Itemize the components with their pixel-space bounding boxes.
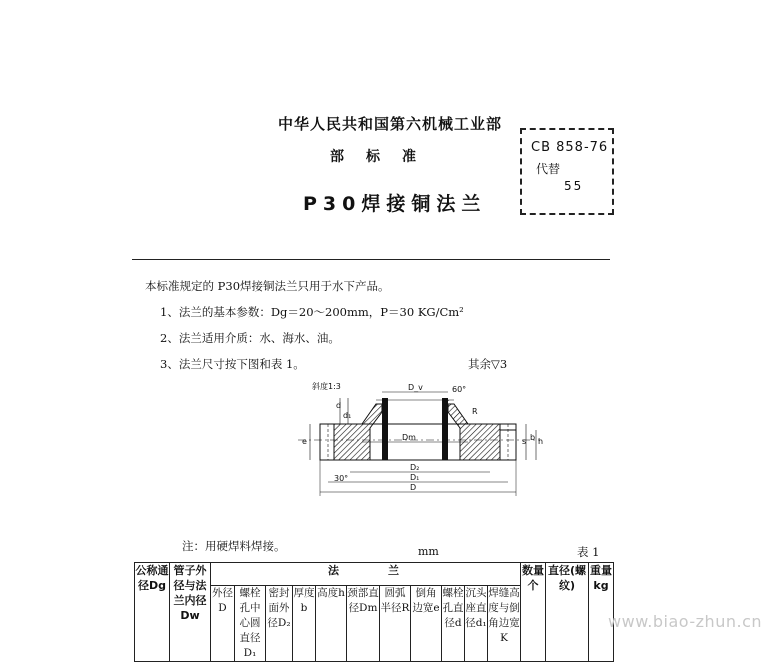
clause-2: 2、法兰适用介质：水、海水、油。: [160, 331, 340, 345]
standard-type: 部标准: [330, 149, 438, 165]
clause-1: 1、法兰的基本参数：Dg＝20～200mm，P＝30 KG/Cm²: [160, 305, 464, 319]
table-number: 表 1: [577, 545, 600, 559]
surface-roughness-note: 其余▽3: [468, 357, 508, 371]
flange-section-drawing: [290, 378, 550, 526]
dimension-table: [134, 562, 614, 662]
col-nominal-diameter: 公称通径Dg: [135, 563, 170, 662]
replaces-number: 55: [564, 179, 584, 193]
label-b: b: [530, 433, 536, 442]
replaces-label: 代替: [536, 162, 561, 176]
welding-note: 注：用硬焊料焊接。: [182, 539, 286, 553]
col-bolt-count: 数量个: [521, 563, 546, 662]
label-dm: Dm: [402, 433, 416, 442]
standard-code: CB 858-76: [531, 140, 609, 155]
label-d: d: [336, 401, 342, 410]
sub-bolt-hole: 螺栓孔直径d: [442, 586, 465, 662]
label-d1: d₁: [343, 411, 352, 420]
sub-arc-radius: 圆弧半径R: [380, 586, 411, 662]
unit-label: mm: [418, 545, 439, 558]
clause-3: 3、法兰尺寸按下图和表 1。: [160, 357, 305, 371]
sub-counterbore: 沉头座直径d₁: [465, 586, 488, 662]
header-divider: [132, 259, 610, 260]
sub-height: 高度h: [316, 586, 347, 662]
label-d1-circle: D₁: [410, 473, 420, 482]
ministry-name: 中华人民共和国第六机械工业部: [278, 115, 503, 133]
taper-label: 斜度1:3: [312, 382, 341, 391]
label-s: s: [522, 437, 527, 446]
sub-neck-diameter: 颈部直径Dm: [347, 586, 380, 662]
label-r: R: [472, 407, 478, 416]
document-title: P30焊接铜法兰: [303, 193, 487, 215]
sub-weld-k: 焊缝高度与倒角边宽K: [488, 586, 521, 662]
sub-bolt-circle: 螺栓孔中心圆直径D₁: [235, 586, 266, 662]
label-angle-30: 30°: [334, 474, 349, 483]
label-d-outer: D: [410, 483, 417, 492]
sub-chamfer: 倒角边宽e: [411, 586, 442, 662]
label-angle-60: 60°: [452, 385, 467, 394]
sub-outer-diameter: 外径D: [211, 586, 235, 662]
label-d2: D₂: [410, 463, 420, 472]
label-k: K: [444, 399, 450, 408]
intro-paragraph: 本标准规定的 P30焊接铜法兰只用于水下产品。: [145, 279, 390, 293]
col-weight: 重量kg: [589, 563, 614, 662]
col-group-flange: 法 兰: [211, 563, 521, 586]
col-pipe-diameter: 管子外径与法兰内径Dw: [170, 563, 211, 662]
label-dv: D_v: [408, 383, 423, 392]
col-bolt-diameter: 直径(螺纹): [546, 563, 589, 662]
label-h: h: [538, 437, 544, 446]
watermark: www.biao-zhun.cn: [608, 612, 762, 631]
sub-seal-diameter: 密封面外径D₂: [266, 586, 293, 662]
sub-thickness: 厚度b: [293, 586, 316, 662]
label-e: e: [302, 437, 307, 446]
